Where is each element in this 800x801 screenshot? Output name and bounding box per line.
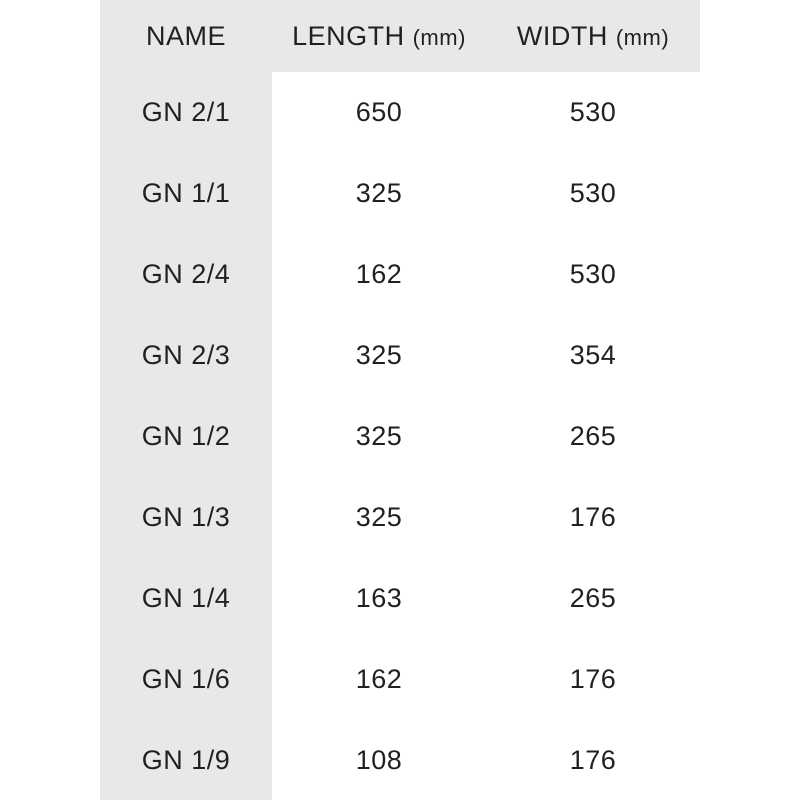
cell-name: GN 1/2 — [141, 421, 231, 451]
table-row — [100, 477, 700, 558]
table-row — [100, 639, 700, 720]
cell-width: 354 — [569, 340, 617, 370]
cell-width: 265 — [569, 421, 617, 451]
cell-width: 176 — [569, 664, 617, 694]
cell-length: 108 — [355, 745, 403, 775]
table-row — [100, 234, 700, 315]
table-row — [100, 720, 700, 801]
column-header-length-unit: (mm) — [412, 24, 466, 50]
cell-length: 325 — [355, 178, 403, 208]
column-header-width-label: WIDTH — [516, 20, 608, 51]
cell-width: 530 — [569, 178, 617, 208]
gastronorm-size-table — [100, 0, 700, 801]
cell-length: 163 — [355, 583, 403, 613]
cell-length: 162 — [355, 664, 403, 694]
cell-width: 176 — [569, 502, 617, 532]
cell-name: GN 1/1 — [141, 178, 231, 208]
table-row — [100, 315, 700, 396]
cell-name: GN 1/3 — [141, 502, 231, 532]
cell-name: GN 2/3 — [141, 340, 231, 370]
cell-name: GN 2/4 — [141, 259, 231, 289]
table-header-row — [100, 0, 700, 72]
cell-width: 530 — [569, 259, 617, 289]
column-header-length-label: LENGTH — [292, 20, 405, 51]
cell-name: GN 1/6 — [141, 664, 231, 694]
column-header-width-unit: (mm) — [615, 24, 670, 50]
cell-name: GN 1/9 — [141, 745, 231, 775]
cell-length: 650 — [355, 97, 403, 127]
cell-width: 265 — [569, 583, 617, 613]
table-row — [100, 153, 700, 234]
cell-width: 176 — [569, 745, 617, 775]
cell-name: GN 2/1 — [141, 97, 231, 127]
cell-length: 162 — [355, 259, 403, 289]
cell-name: GN 1/4 — [141, 583, 231, 613]
column-header-name-label: NAME — [145, 20, 226, 51]
table-row — [100, 558, 700, 639]
column-header-name — [100, 0, 272, 72]
cell-width: 530 — [569, 97, 617, 127]
table-row — [100, 72, 700, 153]
cell-length: 325 — [355, 340, 403, 370]
cell-length: 325 — [355, 421, 403, 451]
column-header-length — [272, 0, 486, 72]
column-header-width — [486, 0, 700, 72]
cell-length: 325 — [355, 502, 403, 532]
table-row — [100, 396, 700, 477]
